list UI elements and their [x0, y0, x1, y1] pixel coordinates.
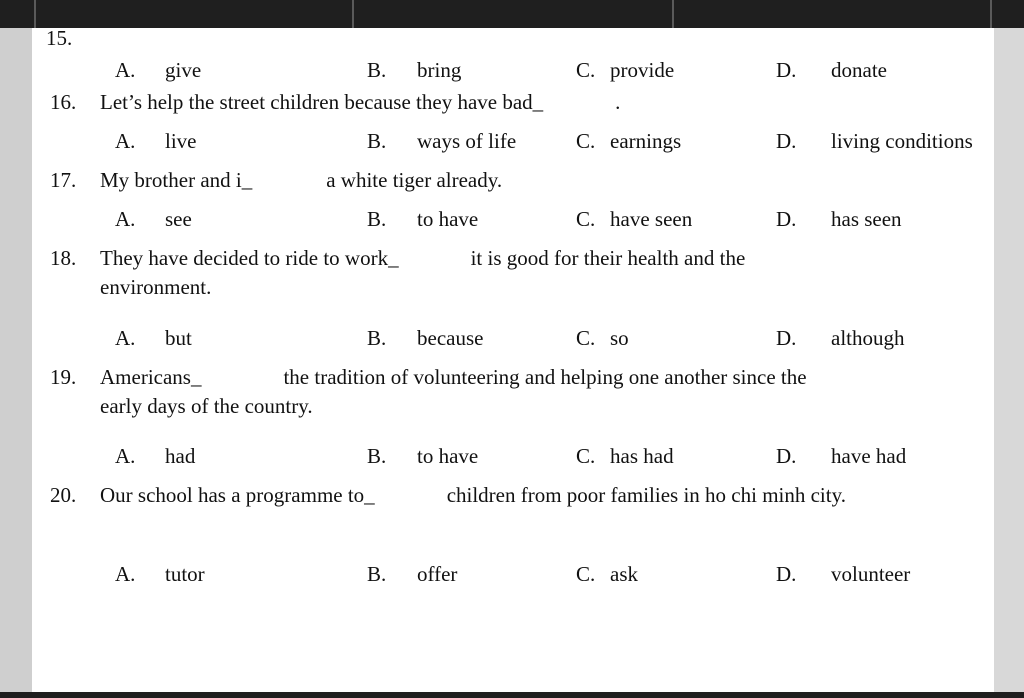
- option-d: D. although: [776, 326, 905, 350]
- option-a: A. live: [115, 129, 197, 153]
- option-d: D. living conditions: [776, 129, 973, 153]
- option-c: C. earnings: [576, 129, 682, 153]
- question-text: Americans_ the tradition of volunteering and helping one another since the: [100, 365, 807, 389]
- question-number: 19.: [50, 365, 77, 389]
- bar-divider: [990, 0, 992, 28]
- option-c: C. ask: [576, 562, 638, 586]
- option-b: B. ways of life: [367, 129, 517, 153]
- question-number: 17.: [50, 168, 77, 192]
- bar-divider: [672, 0, 674, 28]
- option-c: C. has had: [576, 444, 674, 468]
- option-a: A. tutor: [115, 562, 205, 586]
- option-a: A. see: [115, 207, 192, 231]
- option-d: D. donate: [776, 58, 887, 82]
- bar-divider: [34, 0, 36, 28]
- question-number: 16.: [50, 90, 77, 114]
- question-text: They have decided to ride to work_ it is good for their health and the: [100, 246, 746, 270]
- question-text-line2: early days of the country.: [100, 394, 313, 418]
- option-d: D. have had: [776, 444, 907, 468]
- question-text: Let’s help the street children because they have bad_ .: [100, 90, 621, 114]
- option-d: D. volunteer: [776, 562, 911, 586]
- option-b: B. offer: [367, 562, 458, 586]
- option-a: A. but: [115, 326, 192, 350]
- option-d: D. has seen: [776, 207, 902, 231]
- option-c: C. have seen: [576, 207, 693, 231]
- question-text: Our school has a programme to_ children from poor families in ho chi minh city.: [100, 483, 846, 507]
- top-dark-bar: [0, 0, 1024, 28]
- option-b: B. to have: [367, 207, 479, 231]
- option-c: C. so: [576, 326, 629, 350]
- question-number: 15.: [46, 26, 73, 50]
- right-margin-strip: [994, 28, 1024, 692]
- bottom-dark-bar: [0, 692, 1024, 698]
- question-text: My brother and i_ a white tiger already.: [100, 168, 503, 192]
- question-text-line2: environment.: [100, 275, 212, 299]
- bar-divider: [352, 0, 354, 28]
- question-number: 20.: [50, 483, 77, 507]
- option-c: C. provide: [576, 58, 675, 82]
- option-b: B. because: [367, 326, 484, 350]
- option-a: A. give: [115, 58, 202, 82]
- question-number: 18.: [50, 246, 77, 270]
- option-b: B. bring: [367, 58, 462, 82]
- option-b: B. to have: [367, 444, 479, 468]
- option-a: A. had: [115, 444, 196, 468]
